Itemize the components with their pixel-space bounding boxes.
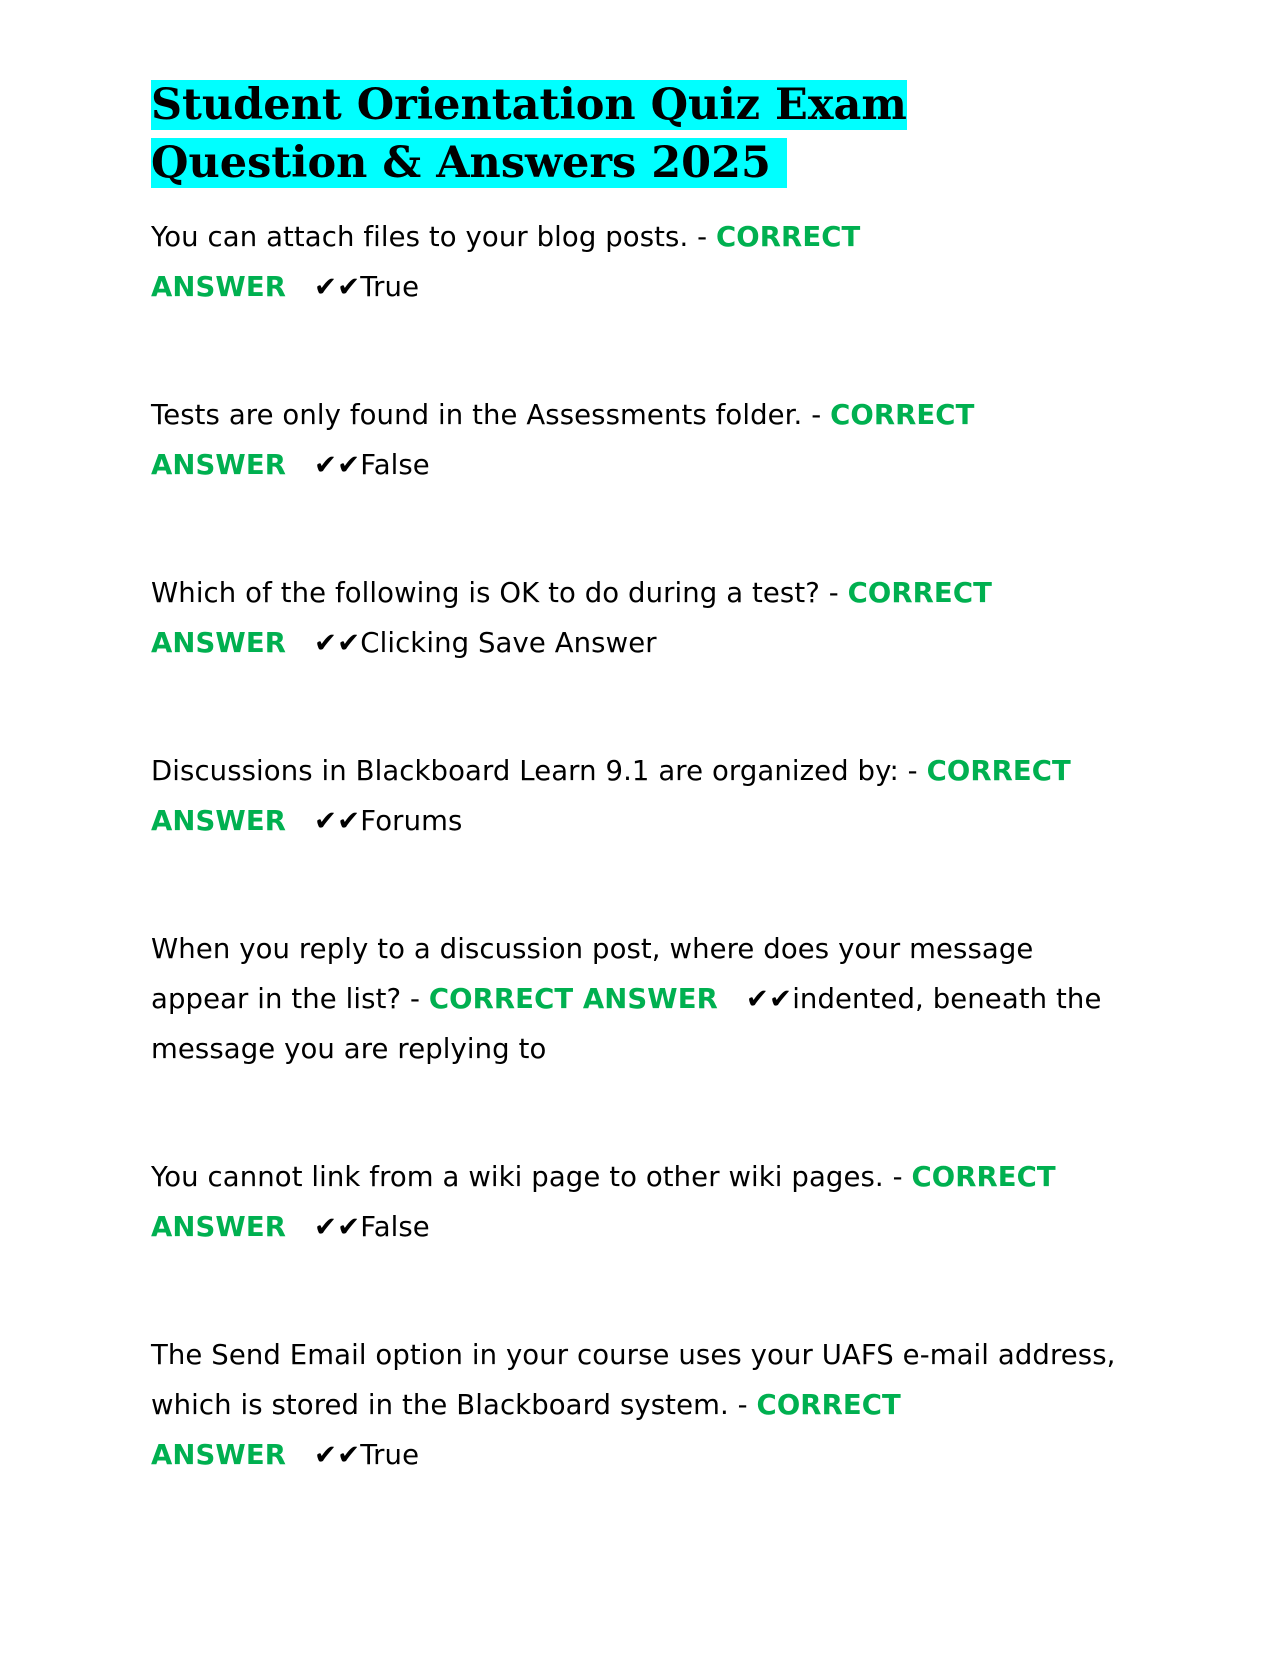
qa-item — [151, 568, 1131, 668]
separator: - — [802, 399, 831, 431]
qa-item — [151, 746, 1131, 846]
question-text: You cannot link from a wiki page to other wiki pages. — [151, 1161, 884, 1193]
answer-text: Forums — [360, 805, 463, 837]
separator: - — [728, 1389, 757, 1421]
correct-answer-label: CORRECT ANSWER — [151, 399, 975, 481]
qa-item — [151, 1152, 1131, 1252]
double-check-icon: ✔✔ — [314, 805, 361, 837]
separator: - — [401, 983, 429, 1015]
answer-text: False — [360, 449, 430, 481]
double-check-icon: ✔✔ — [314, 271, 361, 303]
qa-item — [151, 212, 1131, 312]
separator: - — [819, 577, 848, 609]
question-text: When you reply to a discussion post, where does your message appear in the list? — [151, 933, 1034, 1015]
correct-answer-label: CORRECT ANSWER — [151, 577, 992, 659]
document-title-text: Student Orientation Quiz Exam Question & Answers 2025 — [151, 80, 907, 188]
answer-text: Clicking Save Answer — [360, 627, 657, 659]
question-text: Which of the following is OK to do during a test? — [151, 577, 820, 609]
double-check-icon: ✔✔ — [745, 983, 793, 1015]
question-text: You can attach files to your blog posts. — [151, 221, 689, 253]
double-check-icon: ✔✔ — [314, 1439, 361, 1471]
qa-list — [151, 212, 1131, 1480]
correct-answer-label: CORRECT ANSWER — [151, 755, 1071, 837]
qa-item — [151, 924, 1131, 1074]
correct-answer-label: CORRECT ANSWER — [151, 221, 861, 303]
correct-answer-label: CORRECT ANSWER — [151, 1389, 901, 1471]
question-text: Tests are only found in the Assessments folder. — [151, 399, 803, 431]
separator: - — [688, 221, 717, 253]
separator: - — [883, 1161, 912, 1193]
correct-answer-label: CORRECT ANSWER — [428, 983, 718, 1015]
answer-text: indented, beneath the message you are replying to — [151, 983, 1102, 1065]
question-text: The Send Email option in your course uses your UAFS e-mail address, which is stored in the Blackboard system. — [151, 1339, 1116, 1421]
document-page — [151, 76, 1131, 1558]
answer-text: True — [360, 271, 420, 303]
double-check-icon: ✔✔ — [314, 627, 361, 659]
separator: - — [898, 755, 927, 787]
double-check-icon: ✔✔ — [314, 449, 361, 481]
answer-text: False — [360, 1211, 430, 1243]
correct-answer-label: CORRECT ANSWER — [151, 1161, 1056, 1243]
qa-item — [151, 1330, 1131, 1480]
double-check-icon: ✔✔ — [314, 1211, 361, 1243]
qa-item — [151, 390, 1131, 490]
document-title — [151, 76, 1131, 192]
question-text: Discussions in Blackboard Learn 9.1 are organized by: — [151, 755, 899, 787]
answer-text: True — [360, 1439, 420, 1471]
